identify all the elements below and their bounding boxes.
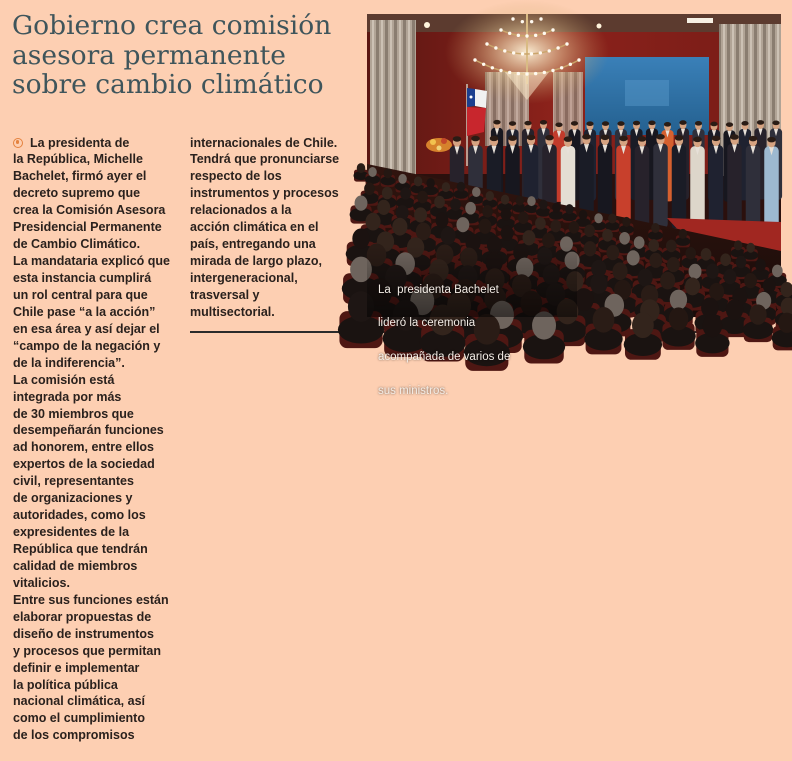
body-line-first (13, 135, 185, 152)
body-line: elaborar propuestas de (13, 609, 152, 624)
audience-head (627, 250, 640, 265)
person-body (635, 146, 650, 231)
candle-light (530, 52, 533, 55)
audience-head (426, 178, 435, 188)
photo-caption (378, 262, 510, 420)
audience-head (619, 232, 630, 245)
audience-head (685, 247, 696, 260)
person-hair (490, 136, 499, 142)
audience-head (414, 176, 423, 186)
audience-head (398, 174, 407, 184)
person-hair (741, 121, 748, 126)
person-hair (524, 121, 531, 126)
audience-head (590, 274, 607, 294)
audience-head (632, 312, 654, 338)
audience-head (606, 245, 619, 260)
audience-head (565, 204, 574, 214)
candle-light (517, 72, 520, 75)
audience-head (569, 221, 580, 234)
person-hair (767, 137, 776, 143)
article-column-2 (190, 135, 350, 321)
person-hair (540, 120, 547, 125)
audience-head (450, 198, 461, 211)
candle-light (551, 69, 554, 72)
person-hair (726, 122, 733, 127)
audience-head (602, 229, 613, 242)
candle-light (508, 71, 511, 74)
body-line: ad honorem, entre ellos (13, 440, 155, 455)
body-line: multisectorial. (190, 304, 275, 319)
person-hair (555, 122, 562, 127)
audience-head (352, 228, 369, 248)
audience-head (456, 217, 469, 232)
person-hair (664, 122, 671, 127)
body-line: calidad de miembros (13, 558, 138, 573)
audience-head (486, 191, 495, 201)
audience-head (593, 307, 615, 333)
audience-head (441, 227, 456, 245)
candle-light (491, 66, 494, 69)
body-line: relacionados a la (190, 203, 292, 218)
audience-head (667, 257, 680, 272)
person-body (672, 145, 687, 230)
candle-light (569, 63, 572, 66)
audience-head (518, 212, 529, 225)
audience-head (634, 236, 645, 249)
person-body (690, 146, 705, 231)
person-hair (619, 136, 628, 142)
audience-head (368, 167, 377, 177)
flag-white (475, 89, 487, 108)
audience-head (584, 224, 595, 237)
caption-line: sus ministros. (378, 385, 449, 398)
body-line: de la indiferencia”. (13, 355, 125, 370)
audience-head (392, 218, 407, 236)
headline-line: asesora permanente (12, 39, 286, 71)
candle-light (473, 58, 476, 61)
body-line: trasversal y (190, 287, 260, 302)
body-line: como el cumplimiento (13, 711, 145, 726)
audience-head (396, 205, 409, 220)
body-line: civil, representantes (13, 474, 134, 489)
flower (430, 139, 436, 145)
audience-head (542, 233, 555, 248)
audience-head (763, 278, 776, 293)
person-body (727, 144, 742, 229)
person-hair (695, 121, 702, 126)
audience-head (772, 265, 783, 278)
audience-head (527, 196, 536, 206)
candle-light (499, 69, 502, 72)
audience-head (434, 196, 445, 209)
body-line: La mandataria explicó que (13, 254, 170, 269)
person-hair (582, 134, 591, 140)
person-body (709, 145, 724, 230)
candle-light (517, 34, 520, 37)
candle-light (512, 51, 515, 54)
audience-head (648, 239, 659, 252)
person-hair (675, 135, 684, 141)
body-line: de organizaciones y (13, 491, 133, 506)
body-line: de Cambio Climático. (13, 237, 141, 252)
audience-head (414, 207, 427, 222)
candle-light (543, 71, 546, 74)
candle-light (525, 72, 528, 75)
audience-head (472, 187, 481, 197)
audience-head (749, 304, 766, 324)
candle-light (508, 32, 511, 35)
audience-head (706, 264, 719, 279)
candle-light (543, 32, 546, 35)
body-line: acción climática en el (190, 220, 319, 235)
person-hair (586, 121, 593, 126)
person-hair (508, 135, 517, 141)
ceiling-light (687, 18, 713, 23)
candle-light (565, 42, 568, 45)
audience-head (689, 264, 702, 279)
audience-head (355, 196, 368, 211)
spotlight (424, 22, 430, 28)
audience-head (479, 219, 492, 234)
body-line: La comisión está (13, 372, 115, 387)
person-hair (710, 122, 717, 127)
body-line: crea la Comisión Asesora (13, 203, 166, 218)
body-line: de 30 miembros que (13, 406, 134, 421)
audience-head (365, 213, 380, 231)
flag-star (470, 96, 473, 99)
headline (12, 11, 331, 100)
audience-head (594, 213, 603, 223)
audience-head (417, 191, 428, 204)
person-hair (730, 134, 739, 140)
body-line: intergeneracional, (190, 271, 298, 285)
article-column-1 (13, 135, 185, 745)
audience-head (357, 163, 366, 173)
audience-head (649, 253, 662, 268)
audience-head (746, 243, 755, 253)
body-line: Chile pase “a la acción” (13, 304, 156, 319)
headline-line: sobre cambio climático (12, 69, 324, 100)
candle-light (577, 58, 580, 61)
audience-head (701, 297, 718, 317)
body-line: esta instancia cumplirá (13, 271, 152, 285)
person-hair (493, 120, 500, 125)
body-line: la República, Michelle (13, 152, 143, 167)
person-hair (656, 134, 665, 140)
audience-head (669, 307, 689, 330)
candle-light (482, 63, 485, 66)
flower (441, 138, 447, 144)
candle-light (556, 46, 559, 49)
person-hair (617, 121, 624, 126)
audience-head (660, 272, 675, 290)
audience-head (736, 256, 747, 269)
candle-light (539, 17, 542, 20)
audience-head (734, 240, 743, 250)
audience-head (516, 196, 525, 206)
audience-head (579, 210, 588, 220)
body-line: “campo de la negación y (13, 338, 161, 353)
audience-head (612, 262, 627, 280)
audience-head (377, 200, 390, 215)
body-line: La presidenta de (30, 135, 130, 150)
audience-head (384, 168, 393, 178)
body-line: de los compromisos (13, 728, 135, 743)
candle-light (511, 17, 514, 20)
person-hair (638, 136, 647, 142)
circle-bullet-icon (13, 138, 23, 148)
person-hair (545, 135, 554, 141)
person-hair (633, 121, 640, 126)
person-hair (712, 136, 721, 142)
person-hair (757, 120, 764, 125)
body-line: la política pública (13, 677, 118, 692)
candle-light (521, 52, 524, 55)
body-line: definir e implementar (13, 660, 140, 675)
audience-head (550, 220, 561, 233)
candle-light (494, 46, 497, 49)
audience-head (720, 253, 731, 266)
audience-head (400, 187, 411, 200)
article-photo (367, 14, 781, 398)
audience-head (726, 299, 743, 319)
body-line: Tendrá que pronunciarse (190, 152, 340, 167)
body-line: un rol central para que (13, 287, 148, 302)
audience-head (457, 182, 466, 192)
audience-head (701, 248, 712, 261)
candle-light (539, 51, 542, 54)
audience-head (501, 226, 514, 241)
audience-head (465, 202, 476, 215)
body-line: país, entregando una (190, 237, 316, 252)
audience-head (679, 229, 688, 239)
caption-line: lideró la ceremonia (378, 317, 476, 330)
body-line: República que tendrán (13, 542, 148, 556)
candle-light (521, 20, 524, 23)
body-line: en esa área y así dejar el (13, 321, 160, 336)
body-line: Bachelet, firmó ayer el (13, 169, 147, 184)
audience-head (608, 214, 617, 224)
candle-light (503, 49, 506, 52)
person-hair (453, 136, 462, 142)
flag-red (467, 107, 486, 136)
candle-light (525, 34, 528, 37)
left-curtain (370, 20, 416, 180)
body-line: instrumentos y procesos (190, 186, 339, 201)
audience-head (755, 259, 766, 272)
body-line: mirada de largo plazo, (190, 254, 322, 269)
candle-light (560, 66, 563, 69)
audience-head (622, 217, 631, 227)
candle-light (551, 28, 554, 31)
person-hair (648, 121, 655, 126)
person-hair (749, 136, 758, 142)
flower (437, 146, 442, 151)
body-line: integrada por más (13, 389, 122, 404)
audience-head (724, 269, 737, 284)
audience-head (685, 278, 700, 296)
body-line: Presidencial Permanente (13, 220, 162, 235)
body-line: respecto de los (190, 169, 282, 184)
person-body (653, 144, 668, 229)
body-line: nacional climática, así (13, 694, 146, 709)
caption-line: acompañada de varios de (378, 351, 511, 364)
audience-head (523, 230, 536, 245)
body-line: expertos de la sociedad (13, 457, 155, 472)
body-line: decreto supremo que (13, 186, 141, 201)
person-body (764, 146, 779, 231)
audience-head (535, 217, 546, 230)
candle-light (485, 42, 488, 45)
person-hair (509, 121, 516, 126)
audience-head (436, 213, 449, 228)
body-line: desempeñarán funciones (13, 423, 164, 438)
screen-emblem (625, 80, 669, 106)
audience-head (670, 290, 687, 310)
caption-line: La presidenta Bachelet (378, 283, 499, 296)
body-line: expresidentes de la (13, 525, 130, 540)
audience-head (501, 208, 512, 221)
person-hair (602, 121, 609, 126)
person-hair (693, 137, 702, 143)
person-body (746, 145, 761, 230)
headline-line: Gobierno crea comisión (12, 10, 332, 41)
audience-head (666, 240, 677, 253)
audience-head (539, 200, 548, 210)
flower-arrangement (426, 138, 452, 152)
audience-head (442, 182, 451, 192)
body-line: autoridades, como los (13, 508, 146, 523)
person-hair (772, 121, 779, 126)
audience-head (482, 205, 493, 218)
person-hair (471, 136, 480, 142)
body-line: internacionales de Chile. (190, 135, 338, 150)
audience-head (638, 269, 653, 287)
audience-head (382, 187, 393, 200)
audience-head (584, 241, 597, 256)
audience-head (744, 273, 757, 288)
person-hair (571, 121, 578, 126)
person-hair (679, 120, 686, 125)
audience-head (651, 223, 660, 233)
candle-light (534, 34, 537, 37)
audience-head (552, 203, 561, 213)
body-line: vitalicios. (13, 575, 70, 590)
body-line: y procesos que permitan (13, 643, 161, 658)
person-hair (564, 136, 573, 142)
audience-head (501, 195, 510, 205)
person-hair (601, 135, 610, 141)
body-line: diseño de instrumentos (13, 626, 154, 641)
audience-head (364, 182, 375, 195)
candle-light (548, 49, 551, 52)
candle-light (534, 72, 537, 75)
audience-head (703, 314, 723, 337)
person-hair (527, 135, 536, 141)
candle-light (530, 20, 533, 23)
body-line: Entre sus funciones están (13, 592, 169, 607)
candle-light (499, 28, 502, 31)
